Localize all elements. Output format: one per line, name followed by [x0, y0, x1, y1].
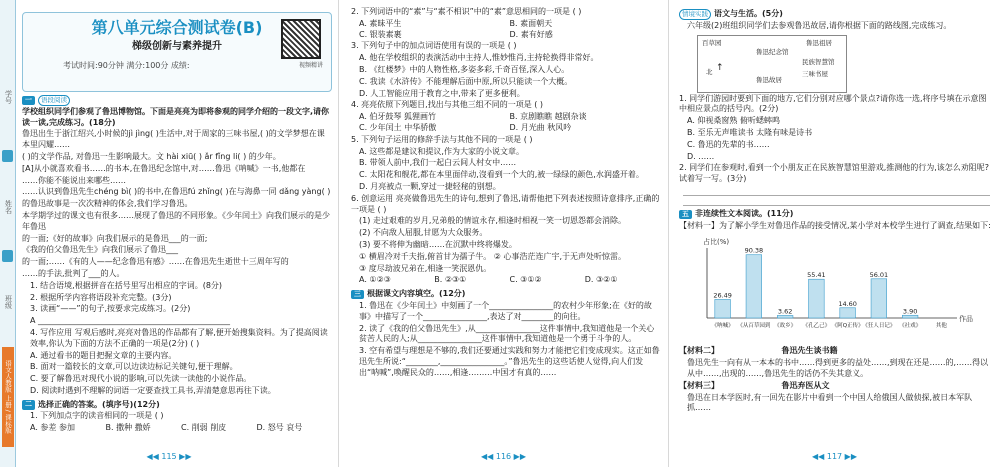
page-number: ◀◀ 116 ▶▶: [481, 452, 526, 462]
bar: [840, 307, 856, 317]
tick-label: 《阿Q正传》: [831, 322, 864, 329]
option: C. 削弱 削皮: [181, 423, 227, 433]
section-tag: 语段阅读: [38, 95, 70, 106]
section-heading: [22, 95, 332, 106]
option: B. 至乐无声唯读书 太隆有味是诗书: [687, 127, 813, 137]
passage-line: ( )的文学作品, 对鲁迅一生影响最大。文 hài xiū( ) ǎr fǐng li( ) 的少年。: [22, 151, 281, 161]
y-axis-label: 占比(%): [703, 237, 730, 246]
answer-line[interactable]: [683, 196, 990, 206]
section-title: 根据课文内容填空。(12分): [367, 289, 466, 299]
statement: (1) 走过艰难的岁月,兄弟般的情谊永存,相逢时相视一笑一切恩怨都会消除。: [359, 216, 626, 226]
side-strip: [0, 0, 16, 467]
option: B. ②③①: [434, 275, 467, 285]
option-list: [351, 147, 660, 193]
answer-line[interactable]: A ________________________________________________: [30, 316, 231, 326]
option: B. 京剧瞧瞧 越剧杂谈: [509, 112, 587, 122]
section-heading: [679, 9, 994, 20]
series-brand: 语文人教版 上册 / 课标版: [2, 347, 14, 447]
question: 2. 同学们在参观时,看到一个小朋友正在民族智慧馆里游戏,推测他的行为,该怎么劝阻呢?试着写一写。(3分): [679, 163, 990, 184]
section-intro: 六年级(2)班组织同学们去参观鲁迅故居,请你根据下面的路线图,完成练习。: [687, 20, 952, 30]
subtitle: 梯级创新与素养提升: [132, 41, 222, 52]
passage-line: 《我的伯父鲁迅先生》向我们展示了鲁迅___: [22, 245, 178, 255]
question: 6. 创意运用 亮亮做鲁迅先生的诗句,想到了鲁迅,请帮他把下列表述按照诗意排序,正确的一项是 ( ): [351, 193, 660, 214]
tick-label: 《呐喊》: [711, 322, 734, 329]
bar-chart-svg: [679, 234, 979, 342]
option: A. 他在学校组织的表演活动中主持人,惟妙惟肖,主持轮换得非常好。: [359, 53, 599, 63]
material-text: 鲁迅在日本学医时,有一回先在影片中看到一个中国人给俄国人做侦探,被日本军队抓……: [687, 392, 973, 413]
question: 4. 写作应用 写观后感时,亮亮对鲁迅的作品都有了解,便开始搜集资料。为了提高阅读效率,你认为下面的方法不正确的一项是(2分) ( ): [30, 327, 328, 348]
option-list: [351, 19, 660, 41]
material-label: 【材料二】: [679, 346, 719, 356]
name-label: 姓名: [4, 200, 13, 214]
fill-in-list: [351, 301, 660, 379]
exam-meta: 考试时间:90分钟 满分:100分 成绩:: [63, 61, 190, 70]
student-number-label: 学号: [4, 90, 13, 104]
option: D. 阅读时遇到不理解的词语一定要查找工具书,弄清楚意思再往下读。: [30, 385, 276, 395]
page-number-value: 117: [826, 452, 843, 462]
passage-line: 本学期学过的课文也有很多……展现了鲁迅的不同形象。《少年闰土》向我们展示的是少年鲁迅: [22, 210, 330, 231]
page-115: [0, 0, 338, 467]
data-label: 14.60: [838, 299, 857, 308]
tick-label: 《从百草园到: [737, 322, 771, 329]
page-number: ◀◀ 117 ▶▶: [812, 452, 857, 462]
statement-list: [351, 216, 660, 274]
bar: [715, 299, 731, 318]
question: 3. 下列句子中的加点词语使用有误的一项是 ( ): [351, 41, 517, 51]
bar: [809, 279, 825, 318]
fill-in-item: 2. 读了《我的伯父鲁迅先生》,从________________这件事情中,我知道他是一个关心贫苦人民的人;从________________这件事情中,我知道他是一个勇于斗争的人。: [359, 323, 655, 344]
question: 5. 下列句子运用的修辞手法与其他不同的一项是 ( ): [351, 134, 533, 144]
tick-label: 其他: [935, 322, 947, 329]
question: 2. 下列词语中的“素”与“素不相识”中的“素”意思相同的一项是 ( ): [351, 7, 582, 16]
question: 3. 读画“——”的句子,按要求完成练习。(2分): [30, 304, 191, 314]
map-label: 民族智慧馆: [802, 57, 835, 66]
route-map: [697, 35, 847, 93]
passage-line: ……的手法,批判了___的人。: [22, 268, 125, 278]
option: C. 银装素裹: [359, 29, 402, 39]
x-axis-label: 作品: [959, 314, 973, 323]
passage-line: 的一面;《好的故事》向我们展示的是鲁迅___的一面;: [22, 233, 208, 243]
north-arrow-icon: ↑: [716, 62, 724, 73]
page-title: 第八单元综合测试卷(B): [91, 18, 263, 37]
option: D. ……: [687, 151, 715, 161]
data-label: 90.38: [744, 246, 764, 255]
bar: [777, 315, 793, 318]
option: A. 这些都是建议和提议,作为大家的小说文章。: [359, 146, 524, 156]
question: 1. 下列加点字的读音相同的一项是 ( ): [30, 411, 164, 421]
title-box: [22, 12, 332, 92]
tick-label: 《社戏》: [899, 322, 922, 329]
option: D. ③②①: [584, 275, 618, 285]
bar: [746, 254, 762, 317]
option: B. 素面朝天: [509, 18, 553, 28]
section-title: 选择正确的答案。(填序号)(12分): [38, 399, 160, 409]
class-label: 班级: [4, 295, 13, 309]
question: 2. 根据所学内容将语段补充完整。(3分): [30, 292, 172, 302]
section-number: 一: [22, 96, 35, 105]
passage-line: ……你能不能说出来哪些……: [22, 175, 126, 185]
option: D. 月亮被点一颗,穿过一捷轻秘的别想。: [359, 181, 501, 191]
page-number-value: 115: [161, 452, 177, 462]
answer-line[interactable]: [683, 186, 990, 196]
passage-line: 的鲁迅故事是一次次精神的体会,我们学习鲁迅。: [22, 199, 193, 209]
option: B. 《红楼梦》中的人物性格,多姿多彩,千奇百怪,深入人心。: [359, 64, 570, 74]
statement: ③ 度尽劫波兄弟在,相逢一笑泯恩仇。: [359, 263, 492, 273]
material-title: 鲁迅弃医从文: [781, 380, 830, 390]
fill-in-item: 3. 空有希望与理想是不够的,我们还要通过实践和努力才能把它们变成现实。这正如鲁迅先生所说:“________,________________。”鲁迅先生的这些话使人觉得,向人们发出“呐喊”,唤醒民众的……,相逢………中国才有真的……: [359, 346, 660, 377]
option: C. 少年闰土 中华骄傲: [359, 122, 437, 132]
option: C. 太阳花和舰花,都在本里面伴动,沒看到一个大的,被一绿绿的颜色,水润盛开着。: [359, 170, 644, 180]
section-number: 二: [22, 400, 35, 409]
qr-code[interactable]: [281, 19, 321, 59]
option-list: [351, 112, 660, 134]
map-label: 鲁迅纪念馆: [756, 47, 789, 56]
question: 1. 结合语境,根据拼音在括号里写出相应的字词。(8分): [30, 280, 223, 290]
section-title: 非连续性文本阅读。(11分): [695, 208, 794, 218]
data-label: 3.90: [902, 306, 918, 315]
bar-chart: [679, 234, 994, 346]
section-heading: [351, 289, 660, 300]
map-label: 三味书屋: [802, 69, 828, 78]
option: A. 伯牙鼓琴 狐狸画竹: [359, 112, 436, 122]
side-tab: [2, 150, 13, 162]
page-number: ◀◀ 115 ▶▶: [146, 452, 192, 462]
option: C. 要了解鲁迅对现代小说的影响,可以先读一读他的小说作品。: [30, 374, 252, 384]
option-list: [22, 423, 332, 434]
option: A. 仰视桑窗熟 俯听蟋蟀鸣: [687, 116, 780, 126]
bar: [902, 315, 918, 318]
option: C. 我读《水浒传》不能理解后面中原,所以只能读一个大概。: [359, 76, 573, 86]
passage-line: ……认识到鲁迅先生chéng bì( )的书中,在鲁迅fú zhǐng( )在与海鼻一同 dǎng yàng( ): [22, 187, 331, 197]
option: B. 撒种 撒娇: [105, 423, 151, 433]
option: B. 面对一篇较长的文章,可以边读边标记关键句,便于理解。: [30, 362, 238, 372]
tick-label: 《孔乙己》: [802, 322, 831, 329]
option: D. 怒号 哀号: [256, 423, 303, 433]
option: D. 月光曲 秋风吟: [509, 122, 572, 132]
section-instruction: 学校组织同学们参观了鲁迅博物馆。下面是亮亮为即将参观的同学介绍的一段文字,请你读一读,完成练习。(18分): [22, 106, 330, 127]
section-heading: [679, 209, 994, 220]
option: A. 通过看书的题目把握文章的主要内容。: [30, 350, 177, 360]
north-label: 北: [706, 67, 713, 76]
option: A. 素昧平生: [359, 18, 402, 28]
material-title: 鲁迅先生谈书籍: [781, 346, 838, 356]
option-list: [351, 275, 660, 286]
statement: (2) 不向敌人屈服,甘愿为大众服务。: [359, 228, 488, 238]
option: C. 鲁迅的先辈的书……: [687, 139, 770, 149]
statement: ① 横眉冷对千夫指,俯首甘为孺子牛。 ② 心事浩茫连广宇,于无声处听惊雷。: [359, 251, 627, 261]
question: 4. 亮亮依照下列题目,找出与其他三组不同的一项是 ( ): [351, 100, 544, 110]
option: D. 人工智能应用于教育之中,带来了更多便利。: [359, 88, 525, 98]
section-tag: 情境实践: [679, 9, 711, 20]
map-label: 百草园: [702, 38, 722, 47]
passage: [22, 129, 332, 279]
option: A. 参差 参加: [30, 423, 75, 433]
page-116: [338, 0, 668, 467]
map-label: 鲁迅故居: [756, 75, 782, 84]
data-label: 26.49: [713, 291, 732, 300]
section-number: 三: [351, 290, 364, 299]
option-list: [679, 116, 994, 162]
side-tab: [2, 250, 13, 262]
passage-line: 鲁迅出生于浙江绍兴,小时候的jì jìng( )生活中,对于周家的三味书屋,( )的文学梦想在课本里闪耀……: [22, 129, 325, 150]
qr-caption: 视频精讲: [298, 62, 323, 69]
option-list: [351, 53, 660, 99]
material-label: 【材料三】: [679, 380, 719, 390]
option: C. ③①②: [509, 275, 542, 285]
page-117: [668, 0, 1000, 467]
data-label: 3.62: [777, 307, 793, 316]
data-label: 55.41: [807, 270, 826, 279]
material-intro: 【材料一】为了解小学生对鲁迅作品的接受情况,某小学对本校学生进行了调查,结果如下:: [679, 220, 991, 230]
data-label: 56.01: [869, 270, 889, 279]
passage-line: 的一面;……《有的人——纪念鲁迅有感》……在鲁迅先生逝世十三周年写的: [22, 257, 289, 267]
tick-label: 《故乡》: [774, 322, 797, 329]
option: B. 带领人前中,我们一起白云间人村女中……: [359, 158, 517, 168]
bar: [871, 278, 887, 317]
section-number: 五: [679, 210, 692, 219]
option: A. ①②③: [359, 275, 391, 285]
option-list: [22, 351, 332, 397]
tick-label: 《狂人日记》: [862, 322, 896, 329]
section-heading: [22, 400, 332, 411]
material-text: 鲁迅先生一向有从一本本的书中……得到更多的益处……,到现在还是……的,……得以从中……,出现的……,鲁迅先生的话仍不失其意义。: [687, 358, 989, 378]
page-number-value: 116: [495, 452, 512, 462]
fill-in-item: 1. 鲁迅在《少年闰土》中刻画了一个________________的农村少年形象;在《好的故事》中描写了一个________________,表达了对________的向往。: [359, 300, 652, 321]
option: D. 素有好感: [509, 29, 553, 39]
question: 1. 同学们游园时要到下面的地方,它们分别对应哪个景点?请你选一选,将序号填在示意图中相应景点的括号内。(2分): [679, 93, 987, 114]
map-label: 鲁迅祖居: [806, 38, 832, 47]
section-title: 语文与生活。(5分): [714, 9, 783, 18]
passage-line: [A]从小就喜欢看书……的书本,在鲁迅纪念馆中,对……鲁迅《呐喊》一书,他都在: [22, 163, 306, 173]
statement: (3) 要不将伸为幽暗……在沉默中终将爆发。: [359, 239, 517, 249]
